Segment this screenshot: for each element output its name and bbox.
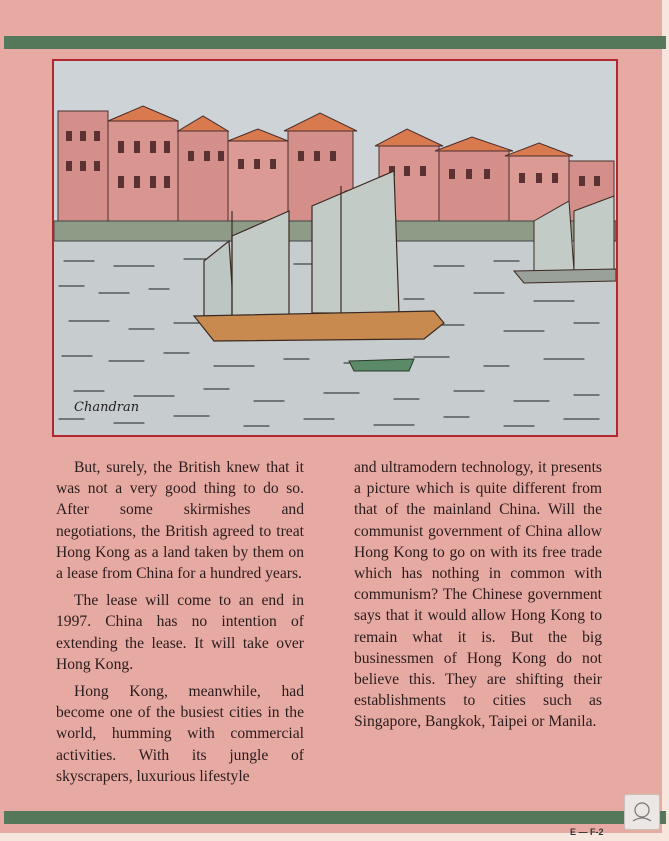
article-right-column	[354, 457, 602, 739]
paragraph: and ultramodern technology, it presents a picture which is quite different from that of the mainland China. Will the communist government of China allow Hong Kong to go on with its free trade which has nothing in common with communism? The Chinese government says that it would allow Hong Kong to remain what it is. But the big businessmen of Hong Kong do not believe this. They are shifting their establishments to cities such as Singapore, Bangkok, Taipei or Manila.	[354, 459, 602, 731]
corner-stamp-icon	[624, 794, 660, 830]
paragraph: But, surely, the British knew that it was not a very good thing to do so. After some skirmishes and negotiations, the British agreed to treat Hong Kong as a land taken by them on a lease from China for a hundred years.	[56, 459, 304, 583]
artist-signature: Chandran	[74, 400, 140, 415]
paragraph: Hong Kong, meanwhile, had become one of the busiest cities in the world, humming with commercial activities. With its jungle of skyscrapers, luxurious lifestyle	[56, 683, 304, 785]
junk-boats-harbour-drawing	[54, 61, 616, 435]
paragraph: The lease will come to an end in 1997. China has no intention of extending the lease. It will take over Hong Kong.	[56, 592, 304, 673]
top-green-band	[4, 36, 666, 49]
page-folio: E — F-2	[570, 827, 604, 837]
bottom-green-band	[4, 811, 666, 824]
harbour-illustration	[52, 59, 618, 437]
article-left-column	[56, 457, 304, 793]
small-boat	[349, 359, 414, 371]
